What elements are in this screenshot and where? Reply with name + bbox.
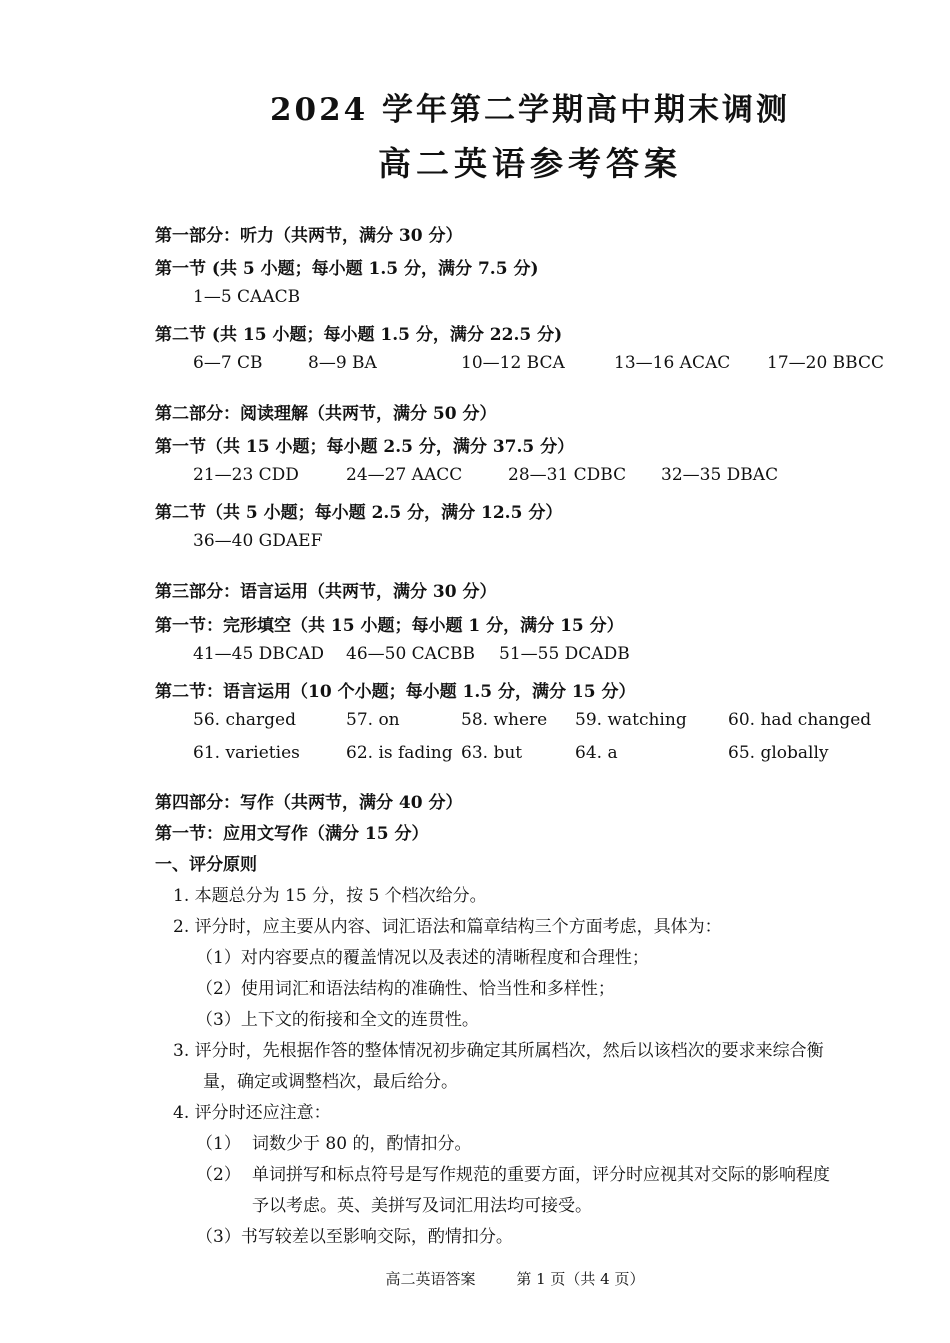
footer-page-number: 第 1 页（共 4 页） — [516, 1270, 645, 1288]
part2-sec1-heading: 第一节（共 15 小题；每小题 2.5 分，满分 37.5 分） — [155, 437, 575, 457]
part3-sec2-heading: 第二节：语言运用（10 个小题；每小题 1.5 分，满分 15 分） — [155, 682, 636, 702]
answer-group: 51—55 DCADB — [499, 644, 630, 664]
rule-subitem: （2）使用词汇和语法结构的准确性、恰当性和多样性； — [196, 979, 615, 999]
rule-subitem-continued: 予以考虑。英、美拼写及词汇用法均可接受。 — [252, 1196, 592, 1216]
footer-doc-name: 高二英语答案 — [385, 1270, 476, 1288]
page-footer — [0, 1268, 950, 1289]
answer-item: 64. a — [575, 743, 618, 763]
part2-sec2-heading: 第二节（共 5 小题；每小题 2.5 分，满分 12.5 分） — [155, 503, 563, 523]
part1-sec2-heading: 第二节 (共 15 小题；每小题 1.5 分，满分 22.5 分) — [155, 325, 563, 345]
rule-subitem: （1）对内容要点的覆盖情况以及表述的清晰程度和合理性； — [196, 948, 649, 968]
answer-group: 46—50 CACBB — [346, 644, 475, 664]
rule-item: 2. 评分时，应主要从内容、词汇语法和篇章结构三个方面考虑，具体为： — [173, 917, 722, 937]
answer-item: 61. varieties — [193, 743, 300, 763]
rule-item-continued: 量，确定或调整档次，最后给分。 — [203, 1072, 458, 1092]
part3-heading: 第三部分：语言运用（共两节，满分 30 分） — [155, 582, 497, 602]
rule-subitem-number: （2） — [196, 1165, 241, 1185]
rule-item: 3. 评分时，先根据作答的整体情况初步确定其所属档次，然后以该档次的要求来综合衡 — [173, 1041, 824, 1061]
answer-item: 65. globally — [728, 743, 829, 763]
answer-item: 63. but — [461, 743, 523, 763]
part3-sec1-heading: 第一节：完形填空（共 15 小题；每小题 1 分，满分 15 分） — [155, 616, 624, 636]
part2-heading: 第二部分：阅读理解（共两节，满分 50 分） — [155, 404, 497, 424]
answer-group: 28—31 CDBC — [508, 465, 627, 485]
answer-item: 62. is fading — [346, 743, 453, 763]
rule-item: 1. 本题总分为 15 分，按 5 个档次给分。 — [173, 886, 487, 906]
answer-group: 41—45 DBCAD — [193, 644, 325, 664]
principles-heading: 一、评分原则 — [155, 855, 257, 875]
part4-heading: 第四部分：写作（共两节，满分 40 分） — [155, 793, 463, 813]
answer-group: 24—27 AACC — [346, 465, 463, 485]
part1-sec1-heading: 第一节 (共 5 小题；每小题 1.5 分，满分 7.5 分) — [155, 259, 539, 279]
part4-sec1-heading: 第一节：应用文写作（满分 15 分） — [155, 824, 429, 844]
answer-group: 36—40 GDAEF — [193, 531, 323, 551]
answer-item: 57. on — [346, 710, 400, 730]
answer-group: 10—12 BCA — [461, 353, 565, 373]
answer-item: 58. where — [461, 710, 548, 730]
answer-item: 56. charged — [193, 710, 296, 730]
answer-group: 32—35 DBAC — [661, 465, 779, 485]
answer-group: 8—9 BA — [308, 353, 377, 373]
rule-item: 4. 评分时还应注意： — [173, 1103, 331, 1123]
rule-subitem: （3）上下文的衔接和全文的连贯性。 — [196, 1010, 479, 1030]
answer-item: 59. watching — [575, 710, 687, 730]
page-subtitle: 高二英语参考答案 — [378, 144, 682, 183]
answer-group: 17—20 BBCC — [767, 353, 884, 373]
answer-group: 13—16 ACAC — [614, 353, 731, 373]
page-title: 2024 学年第二学期高中期末调测 — [269, 92, 791, 128]
rule-subitem: 词数少于 80 的，酌情扣分。 — [252, 1134, 472, 1154]
rule-subitem: 单词拼写和标点符号是写作规范的重要方面，评分时应视其对交际的影响程度 — [252, 1165, 830, 1185]
rule-subitem-number: （1） — [196, 1134, 241, 1154]
part1-heading: 第一部分：听力（共两节，满分 30 分） — [155, 226, 463, 246]
answer-group: 21—23 CDD — [193, 465, 299, 485]
answer-group: 6—7 CB — [193, 353, 263, 373]
answer-item: 60. had changed — [728, 710, 872, 730]
rule-subitem: （3）书写较差以至影响交际，酌情扣分。 — [196, 1227, 513, 1247]
answer-group: 1—5 CAACB — [193, 287, 301, 307]
